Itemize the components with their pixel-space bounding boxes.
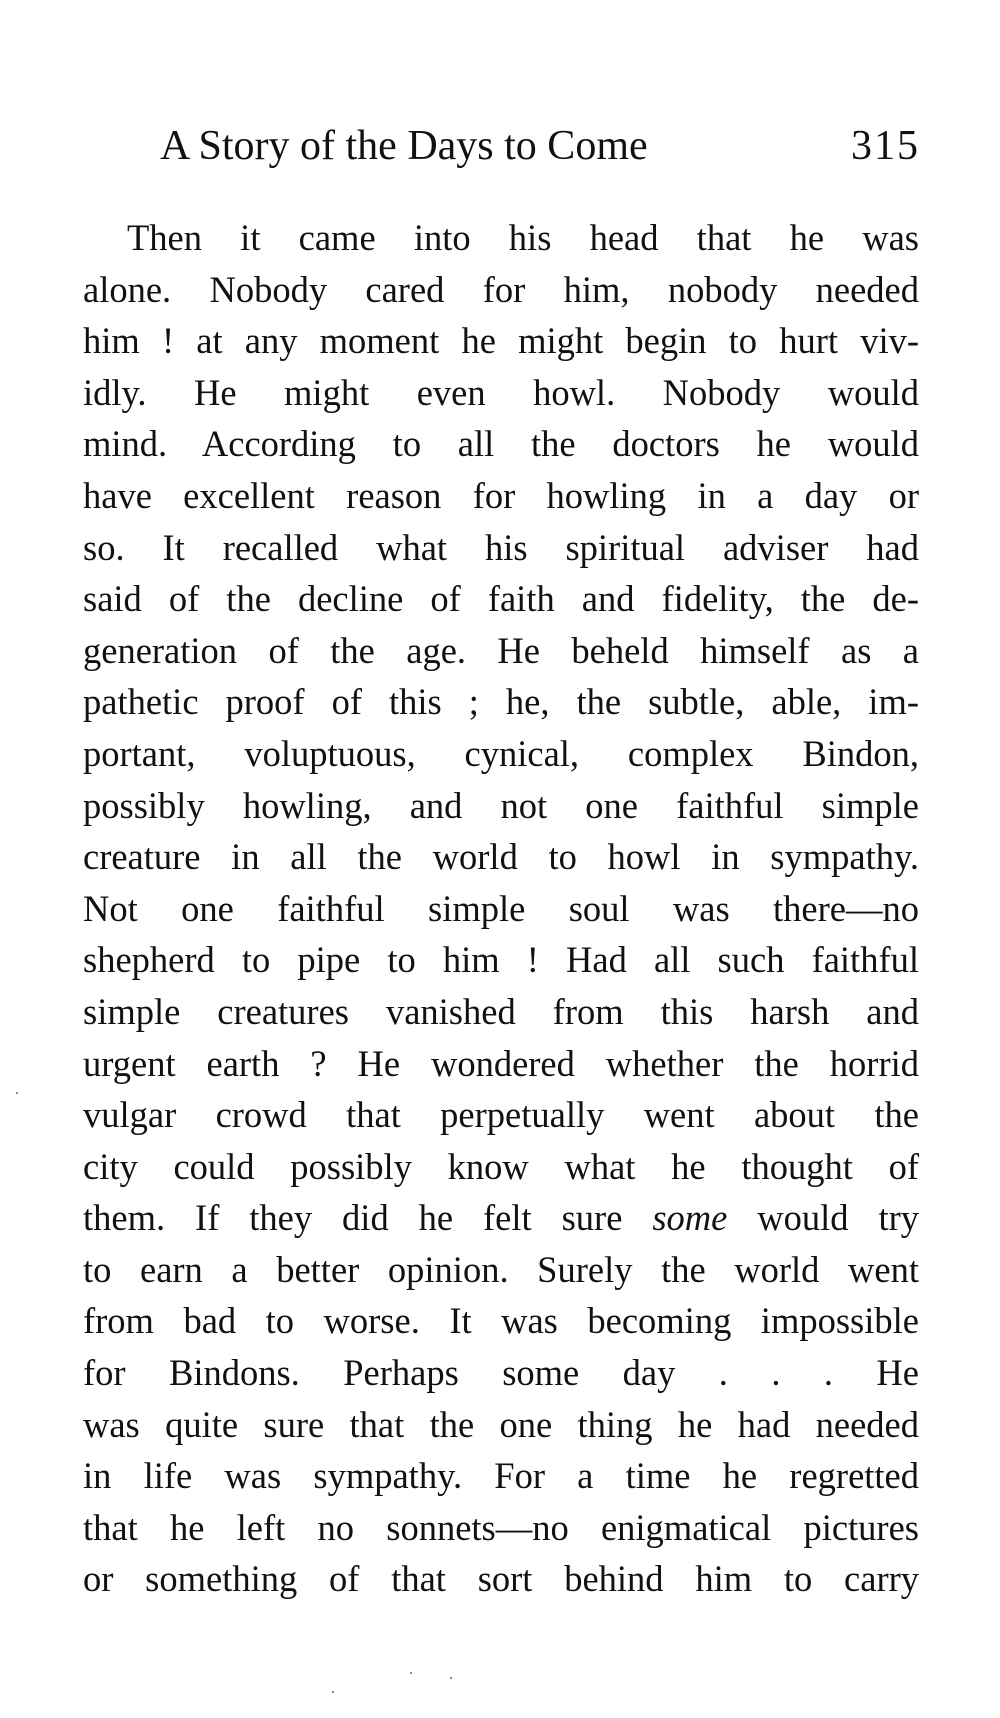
text-segment: them. If they did he felt sure bbox=[83, 1197, 653, 1239]
running-header bbox=[160, 116, 920, 176]
text-line: Then it came into his head that he was bbox=[127, 217, 919, 258]
text-line: or something of that sort behind him to carry bbox=[83, 1558, 919, 1600]
text-line: generation of the age. He beheld himself as a bbox=[83, 629, 919, 671]
page-speck bbox=[16, 1092, 18, 1094]
page-speck bbox=[332, 1691, 334, 1693]
text-line bbox=[83, 1192, 919, 1244]
text-line: possibly howling, and not one faithful simple bbox=[83, 784, 919, 826]
page-speck bbox=[410, 1672, 412, 1674]
text-line: portant, voluptuous, cynical, complex Bindon, bbox=[83, 732, 919, 774]
text-line: alone. Nobody cared for him, nobody needed bbox=[83, 268, 919, 310]
text-line: said of the decline of faith and fidelity, the de- bbox=[83, 578, 919, 620]
text-line: simple creatures vanished from this harsh and bbox=[83, 990, 919, 1032]
text-line: urgent earth ? He wondered whether the horrid bbox=[83, 1042, 919, 1084]
text-line: so. It recalled what his spiritual adviser had bbox=[83, 526, 919, 568]
text-line: creature in all the world to howl in sympathy. bbox=[83, 836, 919, 878]
text-line: vulgar crowd that perpetually went about the bbox=[83, 1094, 919, 1136]
italic-word: some bbox=[652, 1197, 728, 1239]
text-line: pathetic proof of this ; he, the subtle, able, im- bbox=[83, 681, 919, 723]
text-line: shepherd to pipe to him ! Had all such faithful bbox=[83, 939, 919, 981]
body-text bbox=[83, 212, 919, 1605]
text-line: idly. He might even howl. Nobody would bbox=[83, 371, 919, 413]
text-line: mind. According to all the doctors he would bbox=[83, 423, 919, 465]
text-segment: would try bbox=[727, 1197, 920, 1239]
text-line: in life was sympathy. For a time he regretted bbox=[83, 1455, 919, 1497]
page-speck bbox=[450, 1677, 452, 1679]
text-line: have excellent reason for howling in a day or bbox=[83, 474, 919, 516]
text-line: him ! at any moment he might begin to hurt viv- bbox=[83, 320, 919, 362]
text-line: city could possibly know what he thought of bbox=[83, 1145, 919, 1187]
text-line: was quite sure that the one thing he had needed bbox=[83, 1403, 919, 1445]
text-line: Not one faithful simple soul was there—no bbox=[83, 887, 919, 929]
running-head-title: A Story of the Days to Come bbox=[160, 123, 648, 169]
text-line: from bad to worse. It was becoming impossible bbox=[83, 1300, 919, 1342]
text-line: that he left no sonnets—no enigmatical pictures bbox=[83, 1506, 919, 1548]
text-line: for Bindons. Perhaps some day . . . He bbox=[83, 1352, 919, 1394]
page-number: 315 bbox=[851, 123, 920, 169]
text-line: to earn a better opinion. Surely the world went bbox=[83, 1248, 919, 1290]
